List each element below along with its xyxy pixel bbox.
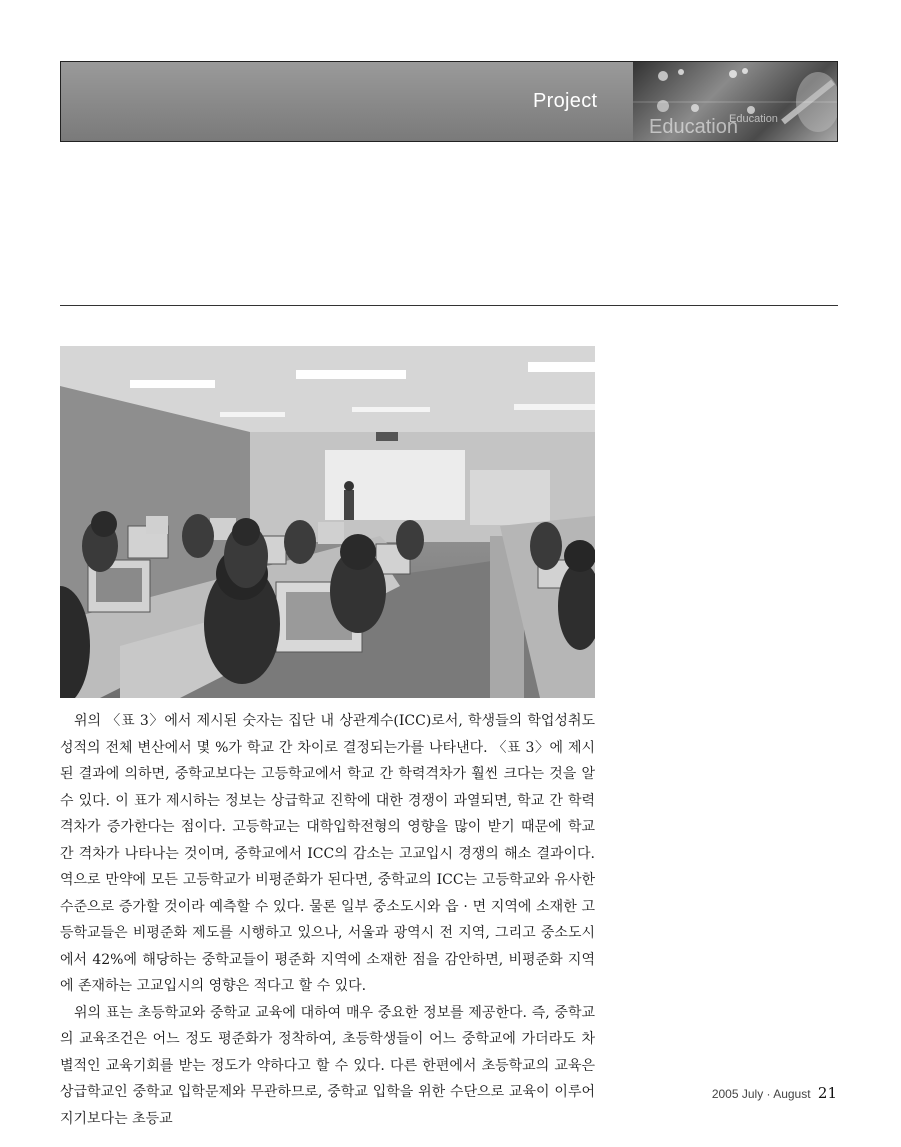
horizontal-rule	[60, 305, 838, 306]
header-photo-caption-small: Education	[729, 113, 778, 125]
paragraph: 위의 표는 초등학교와 중학교 교육에 대하여 매우 중요한 정보를 제공한다. 즉, 중학교의 교육조건은 어느 정도 평준화가 정착하여, 초등학생들이 어느 중학교에 가더라도 차별적인 교육기회를 받는 정도가 약하다고 할 수 있다. 다른 한편에서 초등학교의 교육은 상급학교인 중학교 입학문제와 무관하므로, 중학교 입학을 위한 수단으로 교육이 이루어지기보다는 초등교	[60, 1004, 595, 1127]
header-education-image	[633, 62, 837, 141]
page-number: 21	[817, 1084, 837, 1102]
paragraph: 위의 〈표 3〉에서 제시된 숫자는 집단 내 상관계수(ICC)로서, 학생들의 학업성취도 성적의 전체 변산에서 몇 %가 학교 간 차이로 결정되는가를 나타낸다. 〈표 3〉에 제시된 결과에 의하면, 중학교보다는 고등학교에서 학교 간 학력격차가 훨씬 크다는 것을 알 수 있다. 이 표가 제시하는 정보는 상급학교 진학에 대한 경쟁이 과열되면, 학교 간 학력격차가 증가한다는 점이다. 고등학교는 대학입학전형의 영향을 많이 받기 때문에 학교 간 격차가 나타나는 것이며, 중학교에서 ICC의 감소는 고교입시 경쟁의 해소 결과이다. 역으로 만약에 모든 고등학교가 비평준화가 된다면, 중학교의 ICC는 고등학교와 유사한 수준으로 증가할 것이라 예측할 수 있다. 물론 일부 중소도시와 읍 · 면 지역에 소재한 고등학교들은 비평준화 제도를 시행하고 있으나, 서울과 광역시 전 지역, 그리고 중소도시에서 42%에 해당하는 중학교들이 평준화 지역에 소재한 점을 감안하면, 비평준화 지역에 존재하는 고교입시의 영향은 적다고 할 수 있다.	[60, 713, 595, 994]
article-body	[60, 708, 595, 1132]
header-title: Project	[533, 90, 598, 112]
header-photo-caption: Education	[649, 116, 738, 138]
header-banner	[60, 61, 838, 142]
classroom-photo	[60, 346, 595, 698]
issue-date: 2005 July · August	[711, 1087, 811, 1101]
page-footer	[712, 1084, 837, 1102]
